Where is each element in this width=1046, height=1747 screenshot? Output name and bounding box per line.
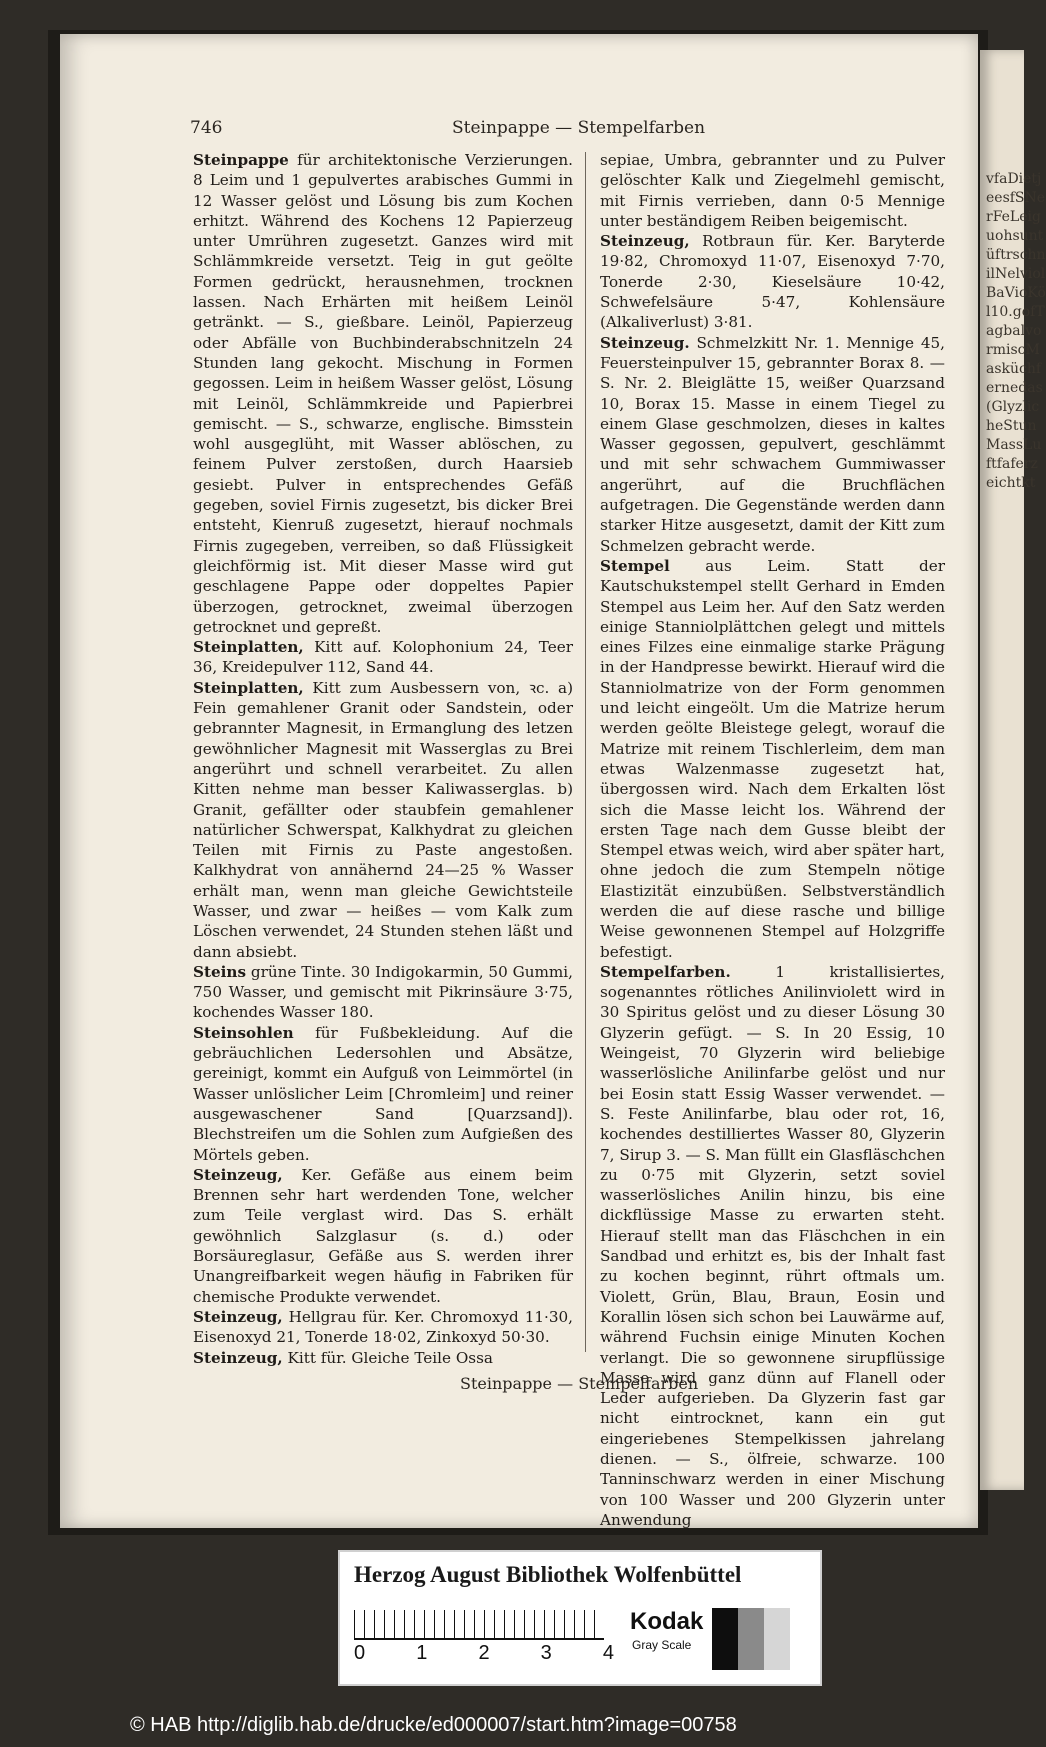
- dictionary-entry: [193, 637, 573, 678]
- entry-text: Kitt zum Ausbessern von, ꝛc. a) Fein gemahlener Granit oder Sandstein, oder gebrannter Magnesit, in Ermanglung des letzen gewöhnlicher Magnesit mit Wasserglas zu Brei angerührt und schnell verarbeitet. Zu allen Kitten nehme man besser Kaliwasserglas. b) Granit, gefällter oder staubfein gemahlener natürlicher Schwerspat, Kalkhydrat zu gleichen Teilen mit Firnis zu Paste angestoßen. Kalkhydrat von annähernd 24—25 % Wasser erhält man, wenn man gleiche Gewichtsteile Wasser, und zwar — heißes — vom Kalk zum Löschen verwendet, 24 Stunden stehen läßt und dann absiebt.: [193, 678, 573, 961]
- ruler-number: 1: [416, 1642, 428, 1664]
- entry-text: aus Leim. Statt der Kautschukstempel stellt Gerhard in Emden Stempel aus Leim her. Auf den Satz werden einige Stanniolplättchen gelegt und mittels eines Filzes eine einmalige starke Prägung in der Handpresse bewirkt. Hierauf wird die Stanniolmatrize von der Form genommen und leicht eingeölt. Um die Matrize herum werden geölte Bleistege gelegt, worauf die Matrize mit reinem Tischlerleim, dem man etwas Walzenmasse zugesetzt hat, übergossen wird. Nach dem Erkalten löst sich die Masse leicht los. Während der ersten Tage nach dem Gusse bleibt der Stempel etwas weich, wird aber später hart, ohne jedoch die zum Stempeln nötige Elastizität einzubüßen. Selbstverständlich werden die auf diese rasche und billige Weise gewonnenen Stempel auf Holzgriffe befestigt.: [600, 556, 945, 961]
- entry-text: grüne Tinte. 30 Indigokarmin, 50 Gummi, 750 Wasser, und gemischt mit Pikrinsäure 3·75, kochendes Wasser 180.: [193, 962, 573, 1022]
- ruler-number: 0: [354, 1642, 366, 1664]
- entry-headword: Steinplatten,: [193, 678, 304, 697]
- ruler-number: 2: [478, 1642, 490, 1664]
- gray-swatch-mid: [738, 1608, 764, 1670]
- entry-headword: Steins: [193, 962, 247, 981]
- entry-text: Hellgrau für. Ker. Chromoxyd 11·30, Eisenoxyd 21, Tonerde 18·02, Zinkoxyd 50·30.: [193, 1307, 573, 1347]
- entry-text: Kitt für. Gleiche Teile Ossa: [282, 1348, 493, 1367]
- dictionary-entry: [193, 150, 573, 637]
- dictionary-entry: [193, 1307, 573, 1348]
- dictionary-entry: [193, 1023, 573, 1165]
- credit-bar: [0, 1706, 1024, 1747]
- copyright-credit: © HAB http://diglib.hab.de/drucke/ed000007/start.htm?image=00758: [130, 1714, 737, 1736]
- dictionary-entry: [600, 556, 945, 962]
- dictionary-entry: [600, 231, 945, 332]
- next-page-edge: [980, 50, 1046, 1490]
- ruler-numbers: [354, 1642, 614, 1665]
- dictionary-entry: [600, 962, 945, 1530]
- entry-headword: Steinpappe: [193, 151, 289, 169]
- dictionary-entry: [600, 333, 945, 556]
- dictionary-entry: [193, 962, 573, 1023]
- right-column: [600, 150, 945, 1530]
- entry-text: 1 kristallisiertes, sogenanntes rötliches Anilinviolett wird in 30 Spiritus gelöst und zu dieser Lösung 30 Glyzerin gefügt. — S. In 20 Essig, 10 Weingeist, 70 Glyzerin wird beliebige wasserlösliche Anilinfarbe gelöst und nur bei Eosin statt Essig Wasser verwendet. — S. Feste Anilinfarbe, blau oder rot, 16, kochendes destilliertes Wasser 80, Glyzerin 7, Sirup 3. — S. Man füllt ein Glasfläschchen zu 0·75 mit Glyzerin, setzt soviel wasserlösliches Anilin hinzu, bis eine dickflüssige Masse zu erwarten steht. Hierauf stellt man das Fläschchen in ein Sandbad und erhitzt es, bis der Inhalt fast zu kochen beginnt, rührt oftmals um. Violett, Grün, Blau, Braun, Eosin und Korallin lösen sich schon bei Lauwärme auf, während Fuchsin einige Minuten Kochen verlangt. Die so gewonnene sirupflüssige Masse wird ganz dünn auf Flanell oder Leder aufgerieben. Da Glyzerin fast gar nicht eintrocknet, kann ein gut eingeriebenes Stempelkissen jahrelang dienen. — S., ölfreie, schwarze. 100 Tanninschwarz werden in einer Mischung von 100 Wasser und 200 Glyzerin unter Anwendung: [600, 962, 945, 1529]
- footer-title: Steinpappe — Stempelfarben: [460, 1374, 699, 1393]
- kodak-logo: Kodak: [630, 1608, 704, 1635]
- entry-headword: Stempel: [600, 556, 670, 575]
- entry-text: sepiae, Umbra, gebrannter und zu Pulver gelöschter Kalk und Ziegelmehl gemischt, mit Firnis verrieben, dann 0·5 Mennige unter beständigem Reiben beigemischt.: [600, 151, 945, 230]
- library-name: Herzog August Bibliothek Wolfenbüttel: [354, 1562, 742, 1587]
- entry-headword: Stempelfarben.: [600, 962, 731, 981]
- ruler-number: 3: [540, 1642, 552, 1664]
- running-head-title: Steinpappe — Stempelfarben: [452, 118, 706, 138]
- dictionary-entry: [193, 1348, 573, 1368]
- archive-label-card: [338, 1550, 822, 1686]
- entry-text: für architektonische Verzierungen. 8 Leim und 1 gepulvertes arabisches Gummi in 12 Wasser gelöst und Lösung bis zum Kochen erhitzt. Während des Kochens 12 Papierzeug unter Umrühren zugesetzt. Ganzes wird mit Schlämmkreide versetzt. Teig in gut geölte Formen gedrückt, herausnehmen, trocknen lassen. Nach Erhärten mit heißem Leinöl getränkt. — S., gießbare. Leinöl, Papierzeug oder Abfälle von Buchbinderabschnitzeln 24 Stunden lang gekocht. Mischung in Formen gegossen. Leim in heißem Wasser gelöst, Lösung mit Leinöl, Schlämmkreide und Papierbrei gemischt. — S., schwarze, englische. Bimsstein wohl ausgeglüht, mit Wasser ablöschen, zu feinem Pulver zerstoßen, durch Haarsieb gesiebt. Pulver in entsprechendes Gefäß gegeben, soviel Firnis zugesetzt, bis dicker Brei entsteht, Kienruß zugesetzt, hierauf nochmals Firnis zugegeben, verreiben, so daß Flüssigkeit gleichförmig ist. Mit dieser Masse wird gut geschlagene Pappe oder doppeltes Papier überzogen, getrocknet, zweimal überzogen getrocknet und gepreßt.: [193, 151, 573, 636]
- entry-headword: Steinsohlen: [193, 1023, 294, 1042]
- dictionary-entry: [193, 1165, 573, 1307]
- column-rule: [585, 152, 586, 1352]
- entry-headword: Steinzeug,: [600, 232, 690, 251]
- scale-ruler: [354, 1610, 604, 1640]
- page-number: 746: [190, 118, 223, 138]
- entry-text: Ker. Gefäße aus einem beim Brennen sehr hart werdenden Tone, welcher zum Teile verglast wird. Das S. erhält gewöhnlich Salzglasur (s. d.) oder Borsäureglasur, Gefäße aus S. werden ihrer Unangreifbarkeit wegen häufig in Fabriken für chemische Produkte verwendet.: [193, 1165, 573, 1306]
- gray-swatch-light: [764, 1608, 790, 1670]
- dictionary-entry: [600, 150, 945, 231]
- entry-headword: Steinzeug,: [193, 1165, 283, 1184]
- entry-text: für Fußbekleidung. Auf die gebräuchlichen Ledersohlen und Absätze, gereinigt, kommt ein Aufguß von Leimmörtel (in Wasser unlöslicher Leim [Chromleim] und reiner ausgewaschener Sand [Quarzsand]). Blechstreifen um die Sohlen zum Aufgießen des Mörtels geben.: [193, 1023, 573, 1164]
- entry-headword: Steinzeug.: [600, 333, 690, 352]
- gray-scale-label: Gray Scale: [632, 1638, 692, 1652]
- entry-headword: Steinzeug,: [193, 1307, 283, 1326]
- left-column: [193, 150, 573, 1368]
- entry-text: Schmelzkitt Nr. 1. Mennige 45, Feuersteinpulver 15, gebrannter Borax 8. — S. Nr. 2. Bleiglätte 15, weißer Quarzsand 10, Borax 15. Masse in einem Tiegel zu einem Glase geschmolzen, dieses in kaltes Wasser gegossen, gepulvert, geschlämmt und mit sehr schwachem Gummiwasser angerührt, auf die Bruchflächen aufgetragen. Die Gegenstände werden dann starker Hitze ausgesetzt, damit der Kitt zum Schmelzen gebracht werde.: [600, 333, 945, 555]
- ruler-number: 4: [602, 1642, 614, 1664]
- gray-swatch-black: [712, 1608, 738, 1670]
- entry-headword: Steinplatten,: [193, 638, 304, 657]
- entry-headword: Steinzeug,: [193, 1348, 283, 1367]
- next-page-fragment: vfaDietjeesfSNerFeLeiguohsuntüftrschnilNelviolBaVioKöl10.gofTagbalvormiscMasküchfernedas(GlyzlicheStunMassLuftfaferzeichtkt: [986, 171, 1046, 491]
- entry-text: Kitt auf. Kolophonium 24, Teer 36, Kreidepulver 112, Sand 44.: [193, 638, 573, 677]
- entry-text: Rotbraun für. Ker. Baryterde 19·82, Chromoxyd 11·07, Eisenoxyd 7·70, Tonerde 2·30, Kieselsäure 10·42, Schwefelsäure 5·47, Kohlensäure (Alkaliverlust) 3·81.: [600, 232, 945, 332]
- dictionary-entry: [193, 678, 573, 962]
